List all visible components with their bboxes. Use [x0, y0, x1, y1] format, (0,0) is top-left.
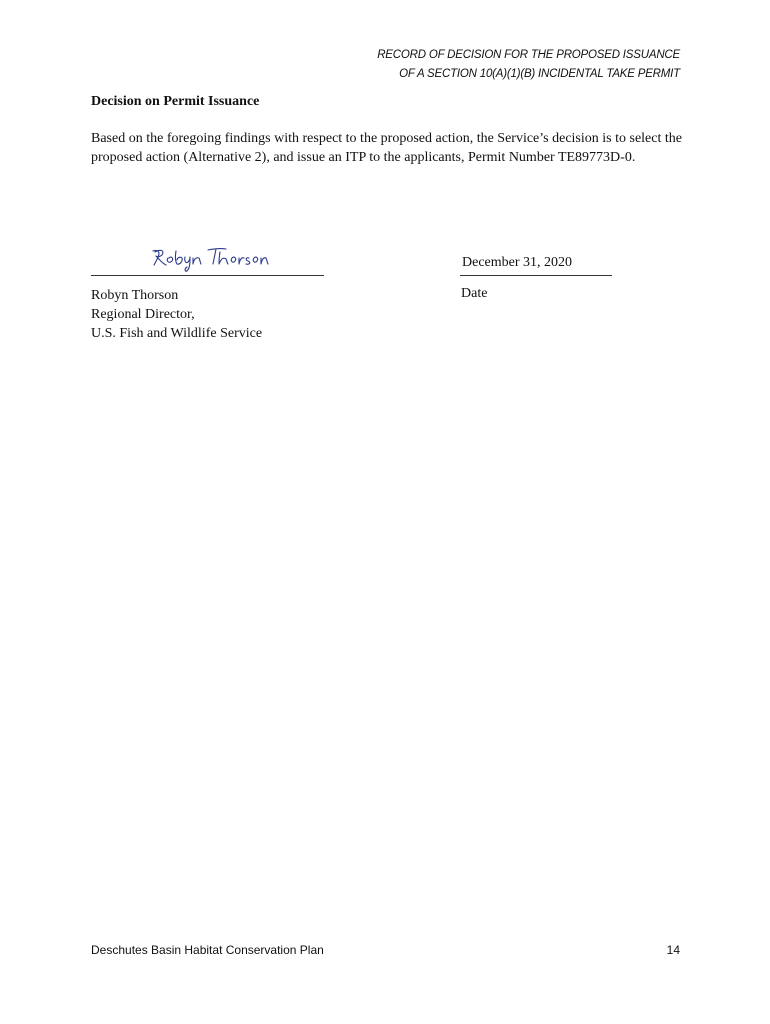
- signer-organization: U.S. Fish and Wildlife Service: [91, 326, 263, 341]
- signer-block: [91, 286, 262, 343]
- handwritten-signature: [150, 243, 270, 273]
- signature-date: December 31, 2020: [462, 255, 573, 270]
- date-caption: Date: [461, 286, 488, 301]
- running-header-line-2: OF A SECTION 10(A)(1)(B) INCIDENTAL TAKE PERMIT: [399, 68, 680, 80]
- footer-page-number: 14: [666, 943, 680, 957]
- section-heading: Decision on Permit Issuance: [91, 94, 260, 109]
- signer-name: Robyn Thorson: [91, 288, 179, 303]
- date-line: [460, 275, 612, 276]
- footer-document-title: Deschutes Basin Habitat Conservation Plan: [91, 943, 324, 957]
- running-header-line-1: RECORD OF DECISION FOR THE PROPOSED ISSUANCE: [377, 49, 680, 61]
- decision-paragraph: Based on the foregoing findings with respect to the proposed action, the Service’s decision is to select the proposed action (Alternative 2), and issue an ITP to the applicants, Permit Number TE89773D-0.: [91, 131, 682, 165]
- signature-line: [91, 275, 324, 276]
- signer-title: Regional Director,: [91, 307, 195, 322]
- running-header: [260, 46, 680, 84]
